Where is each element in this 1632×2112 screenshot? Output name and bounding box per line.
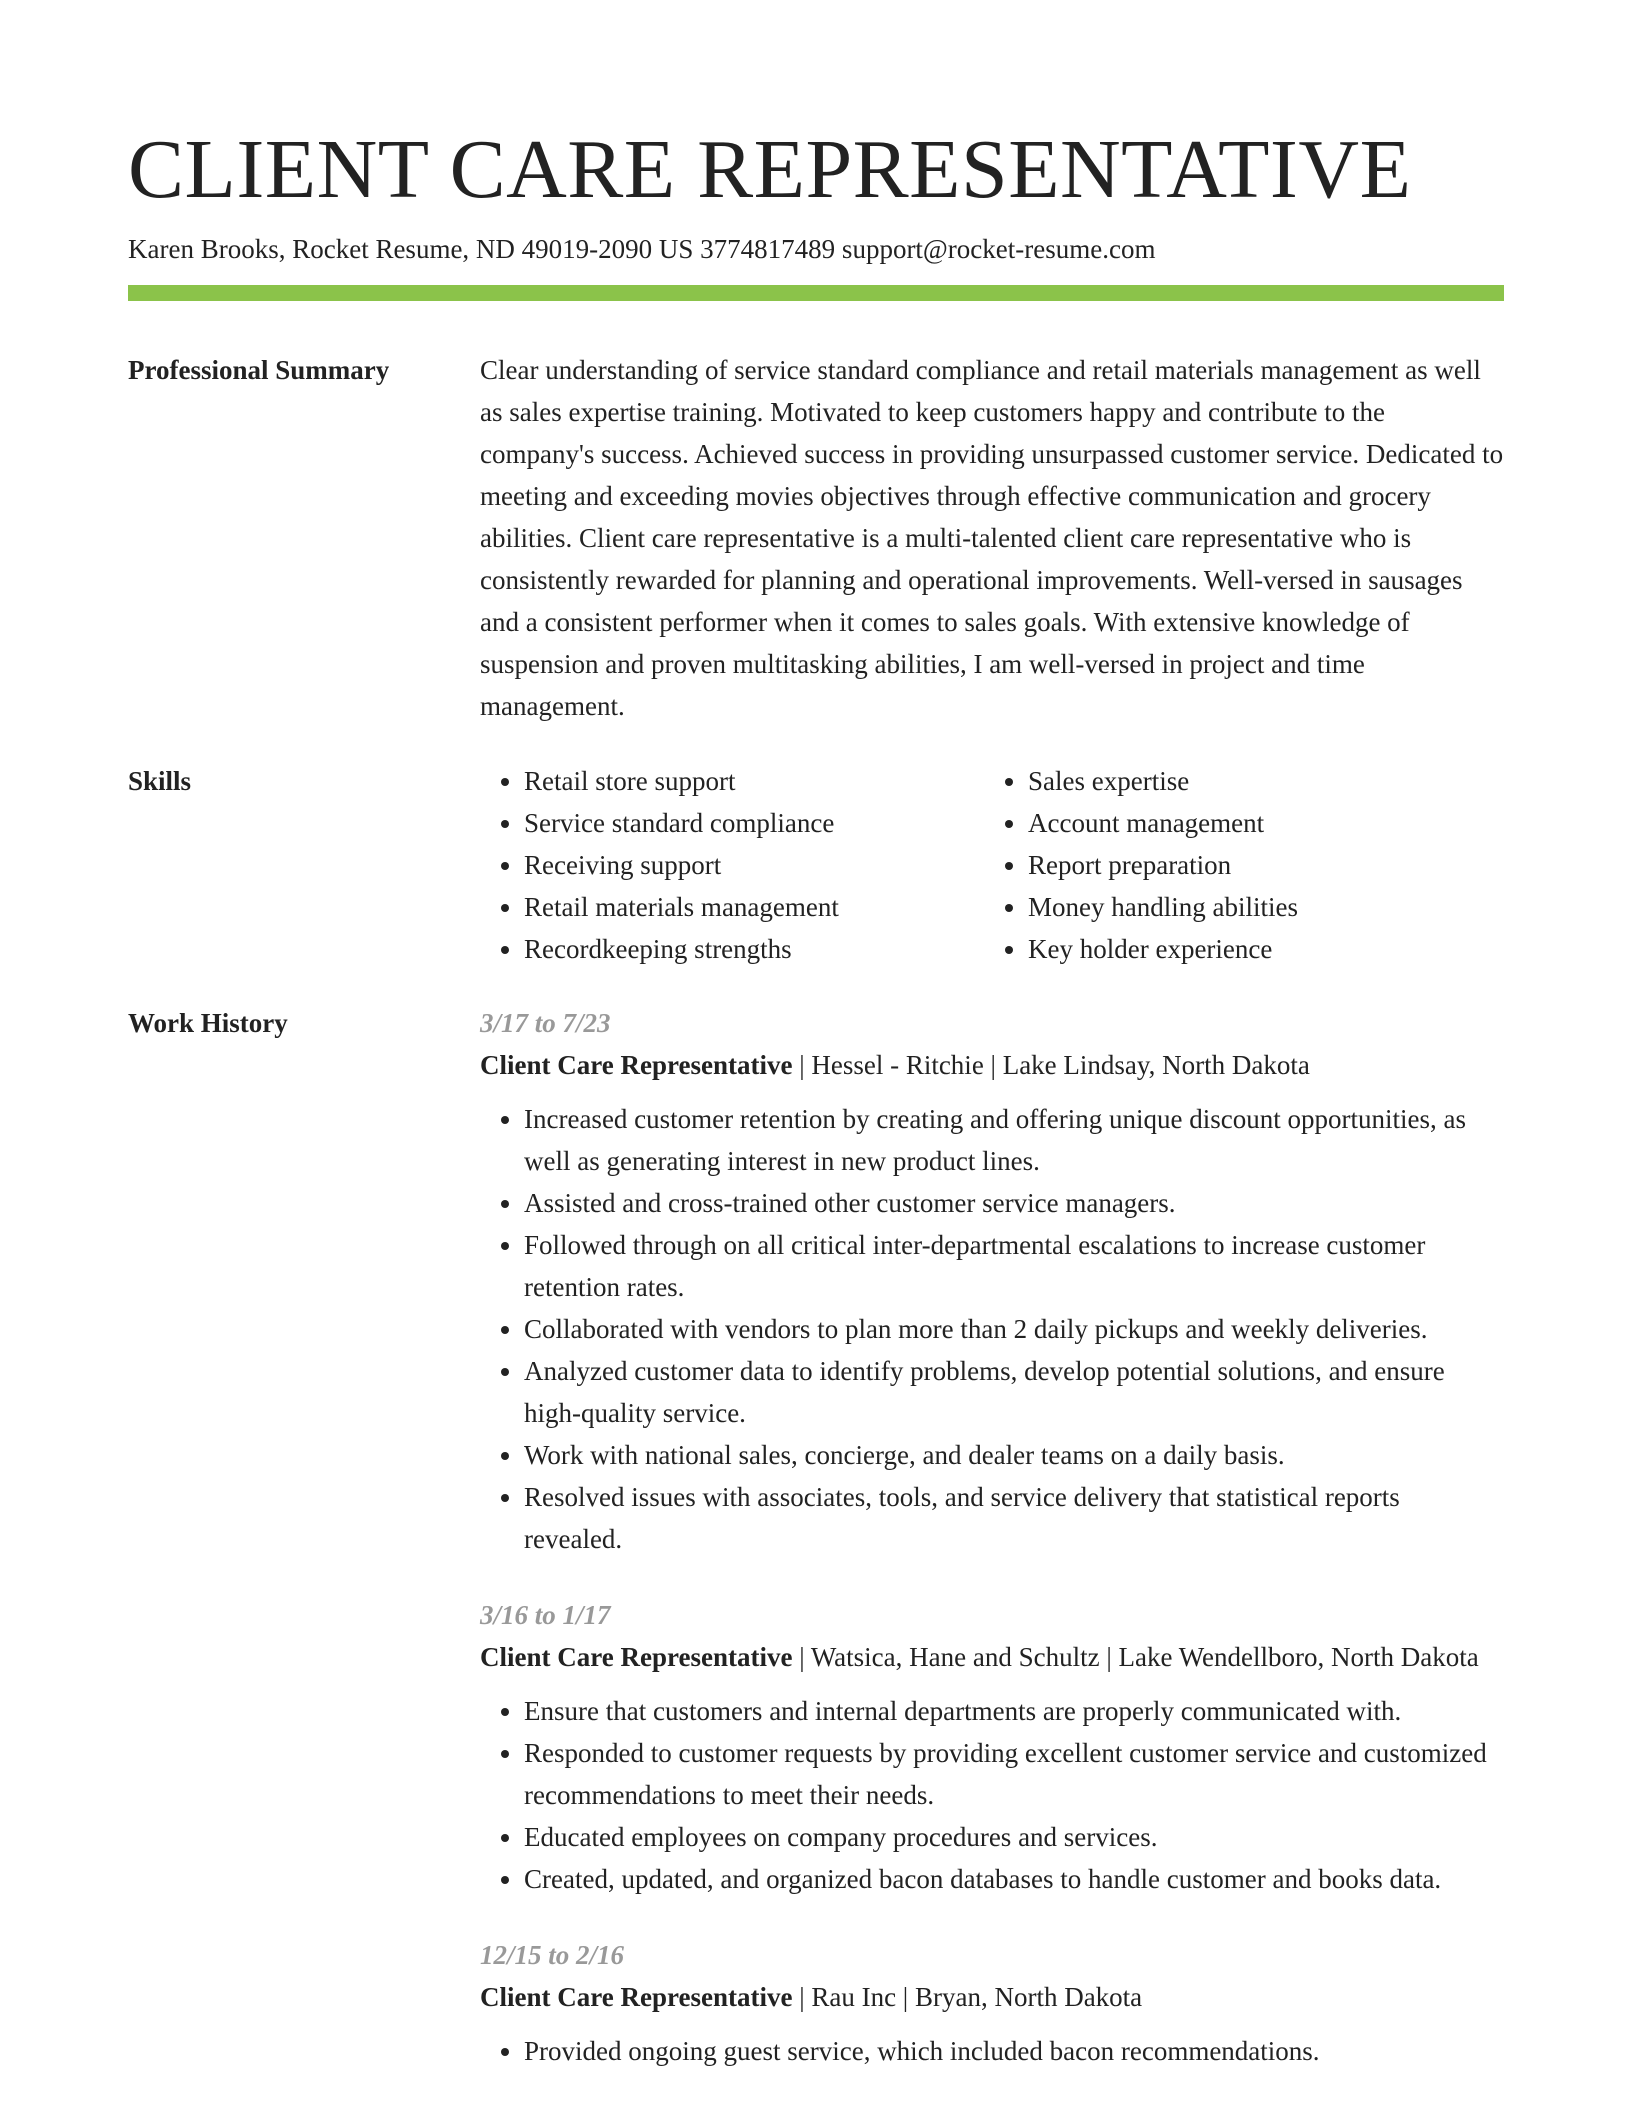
resume-title: CLIENT CARE REPRESENTATIVE [128, 123, 1412, 216]
job-bullet: • Collaborated with vendors to plan more than 2 daily pickups and weekly deliveries. [524, 1308, 1504, 1350]
job-bullet: • Provided ongoing guest service, which included bacon recommendations. [524, 2030, 1504, 2072]
job-bullet: • Educated employees on company procedures and services. [524, 1816, 1504, 1858]
job-bullet: • Assisted and cross-trained other customer service managers. [524, 1182, 1504, 1224]
job-header [480, 1044, 1504, 1086]
job-details: | Watsica, Hane and Schultz | Lake Wendellboro, North Dakota [792, 1642, 1479, 1672]
job-bullet: • Increased customer retention by creating and offering unique discount opportunities, as well as generating interest in new product lines. [524, 1098, 1504, 1182]
skill-item: • Recordkeeping strengths [524, 928, 984, 970]
skill-item: • Receiving support [524, 844, 984, 886]
skills-list-right [984, 760, 1488, 970]
job-title: Client Care Representative [480, 1642, 793, 1672]
skill-item: • Retail store support [524, 760, 984, 802]
job-bullet: • Work with national sales, concierge, and dealer teams on a daily basis. [524, 1434, 1504, 1476]
job-details: | Rau Inc | Bryan, North Dakota [792, 1982, 1143, 2012]
job-details: | Hessel - Ritchie | Lake Lindsay, North Dakota [792, 1050, 1310, 1080]
job-bullet: • Followed through on all critical inter-departmental escalations to increase customer retention rates. [524, 1224, 1504, 1308]
job-title: Client Care Representative [480, 1982, 793, 2012]
section-label-work: Work History [128, 1008, 288, 1038]
job-bullet: • Analyzed customer data to identify problems, develop potential solutions, and ensure high-quality service. [524, 1350, 1504, 1434]
job-dates: 3/16 to 1/17 [480, 1600, 611, 1630]
skills-body [480, 760, 1504, 970]
job-bullets [480, 2030, 1504, 2072]
skill-item: • Money handling abilities [1028, 886, 1488, 928]
skill-item: • Report preparation [1028, 844, 1488, 886]
job-bullets [480, 1690, 1504, 1900]
job-entry [480, 1594, 1504, 1900]
job-title: Client Care Representative [480, 1050, 793, 1080]
section-label-summary: Professional Summary [128, 355, 390, 385]
skill-item: • Account management [1028, 802, 1488, 844]
skill-item: • Retail materials management [524, 886, 984, 928]
job-bullet: • Created, updated, and organized bacon databases to handle customer and books data. [524, 1858, 1504, 1900]
accent-divider [128, 285, 1504, 301]
job-entry [480, 1002, 1504, 1560]
skill-item: • Sales expertise [1028, 760, 1488, 802]
job-header [480, 1976, 1504, 2018]
contact-line: Karen Brooks, Rocket Resume, ND 49019-2090 US 3774817489 support@rocket-resume.com [128, 234, 1156, 264]
job-bullet: • Resolved issues with associates, tools, and service delivery that statistical reports revealed. [524, 1476, 1504, 1560]
summary-body [480, 349, 1504, 727]
skill-item: • Service standard compliance [524, 802, 984, 844]
job-dates: 12/15 to 2/16 [480, 1940, 625, 1970]
job-dates: 3/17 to 7/23 [480, 1008, 611, 1038]
job-bullet: • Responded to customer requests by providing excellent customer service and customized recommendations to meet their needs. [524, 1732, 1504, 1816]
skill-item: • Key holder experience [1028, 928, 1488, 970]
job-bullets [480, 1098, 1504, 1560]
summary-text: Clear understanding of service standard compliance and retail materials management as well as sales expertise training. Motivated to keep customers happy and contribute to the company's success. Achieved success in providing unsurpassed customer service. Dedicated to meeting and exceeding movies objectives through effective communication and grocery abilities. Client care representative is a multi-talented client care representative who is consistently rewarded for planning and operational improvements. Well-versed in sausages and a consistent performer when it comes to sales goals. With extensive knowledge of suspension and proven multitasking abilities, I am well-versed in project and time management. [480, 355, 1504, 721]
work-history-body [480, 1002, 1504, 2106]
section-label-skills: Skills [128, 766, 192, 796]
job-bullet: • Ensure that customers and internal departments are properly communicated with. [524, 1690, 1504, 1732]
job-entry [480, 1934, 1504, 2072]
job-header [480, 1636, 1504, 1678]
skills-list-left [480, 760, 984, 970]
